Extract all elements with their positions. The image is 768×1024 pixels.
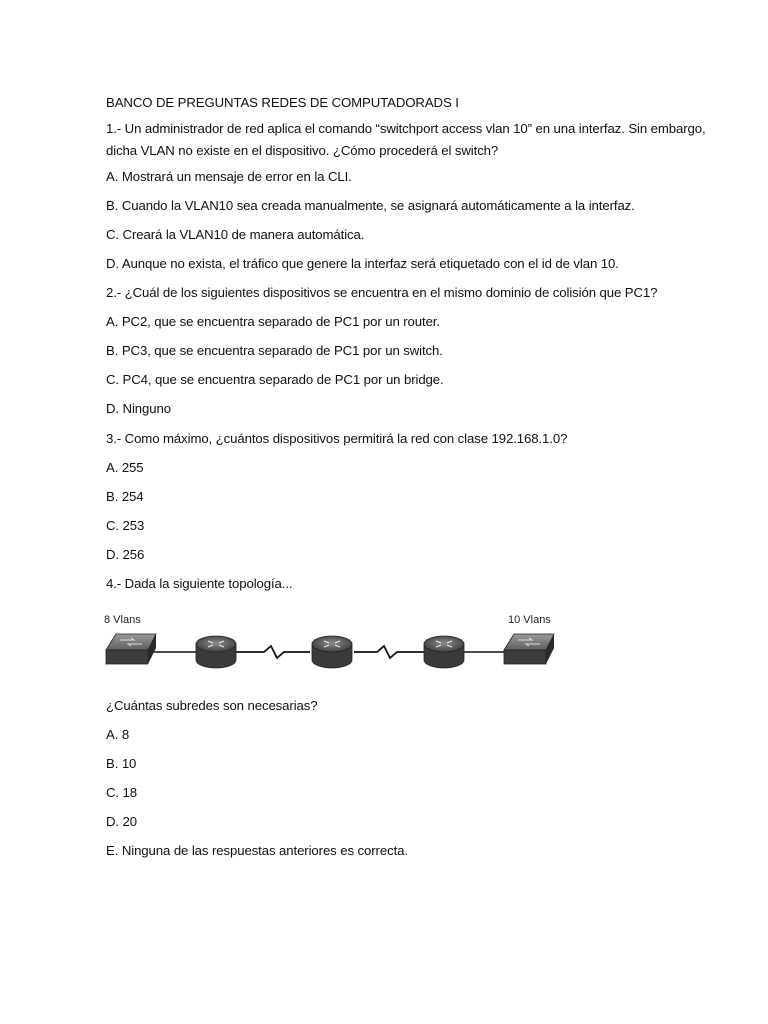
question-3-prompt: 3.- Como máximo, ¿cuántos dispositivos permitirá la red con clase 192.168.1.0?	[106, 431, 568, 446]
question-3-option-d: D. 256	[106, 547, 145, 562]
document-title: BANCO DE PREGUNTAS REDES DE COMPUTADORADS I	[106, 95, 459, 110]
question-3-option-a: A. 255	[106, 460, 144, 475]
question-3-option-c: C. 253	[106, 518, 145, 533]
question-4-option-b: B. 10	[106, 756, 137, 771]
question-2-option-c: C. PC4, que se encuentra separado de PC1 por un bridge.	[106, 372, 444, 387]
question-1-prompt: 1.- Un administrador de red aplica el comando “switchport access vlan 10” en una interfaz. Sin embargo, dicha VLAN no existe en el dispositivo. ¿Cómo procederá el switch?	[106, 121, 706, 158]
question-4-prompt: 4.- Dada la siguiente topología...	[106, 576, 293, 591]
left-switch-label: 8 Vlans	[104, 614, 141, 626]
question-4-option-a: A. 8	[106, 727, 130, 742]
serial-link-2	[354, 646, 424, 658]
network-topology-diagram	[104, 606, 564, 676]
question-4-followup: ¿Cuántas subredes son necesarias?	[106, 698, 318, 713]
question-1-option-b: B. Cuando la VLAN10 sea creada manualmente, se asignará automáticamente a la interfaz.	[106, 198, 635, 213]
right-switch-label: 10 Vlans	[508, 614, 551, 626]
question-4-option-d: D. 20	[106, 814, 138, 829]
left-switch-icon	[106, 634, 156, 664]
question-2-option-d: D. Ninguno	[106, 401, 171, 416]
question-2-option-a: A. PC2, que se encuentra separado de PC1 por un router.	[106, 314, 440, 329]
question-4-option-e: E. Ninguna de las respuestas anteriores es correcta.	[106, 843, 408, 858]
router-2-icon	[312, 636, 352, 668]
router-3-icon	[424, 636, 464, 668]
question-1-option-a: A. Mostrará un mensaje de error en la CLI.	[106, 169, 352, 184]
question-4-option-c: C. 18	[106, 785, 138, 800]
question-1-option-d: D. Aunque no exista, el tráfico que genere la interfaz será etiquetado con el id de vlan 10.	[106, 256, 619, 271]
question-3-option-b: B. 254	[106, 489, 144, 504]
question-1-option-c: C. Creará la VLAN10 de manera automática.	[106, 227, 365, 242]
router-1-icon	[196, 636, 236, 668]
serial-link-1	[236, 646, 310, 658]
right-switch-icon	[504, 634, 554, 664]
question-2-prompt: 2.- ¿Cuál de los siguientes dispositivos se encuentra en el mismo dominio de colisión que PC1?	[106, 285, 658, 300]
question-2-option-b: B. PC3, que se encuentra separado de PC1 por un switch.	[106, 343, 443, 358]
